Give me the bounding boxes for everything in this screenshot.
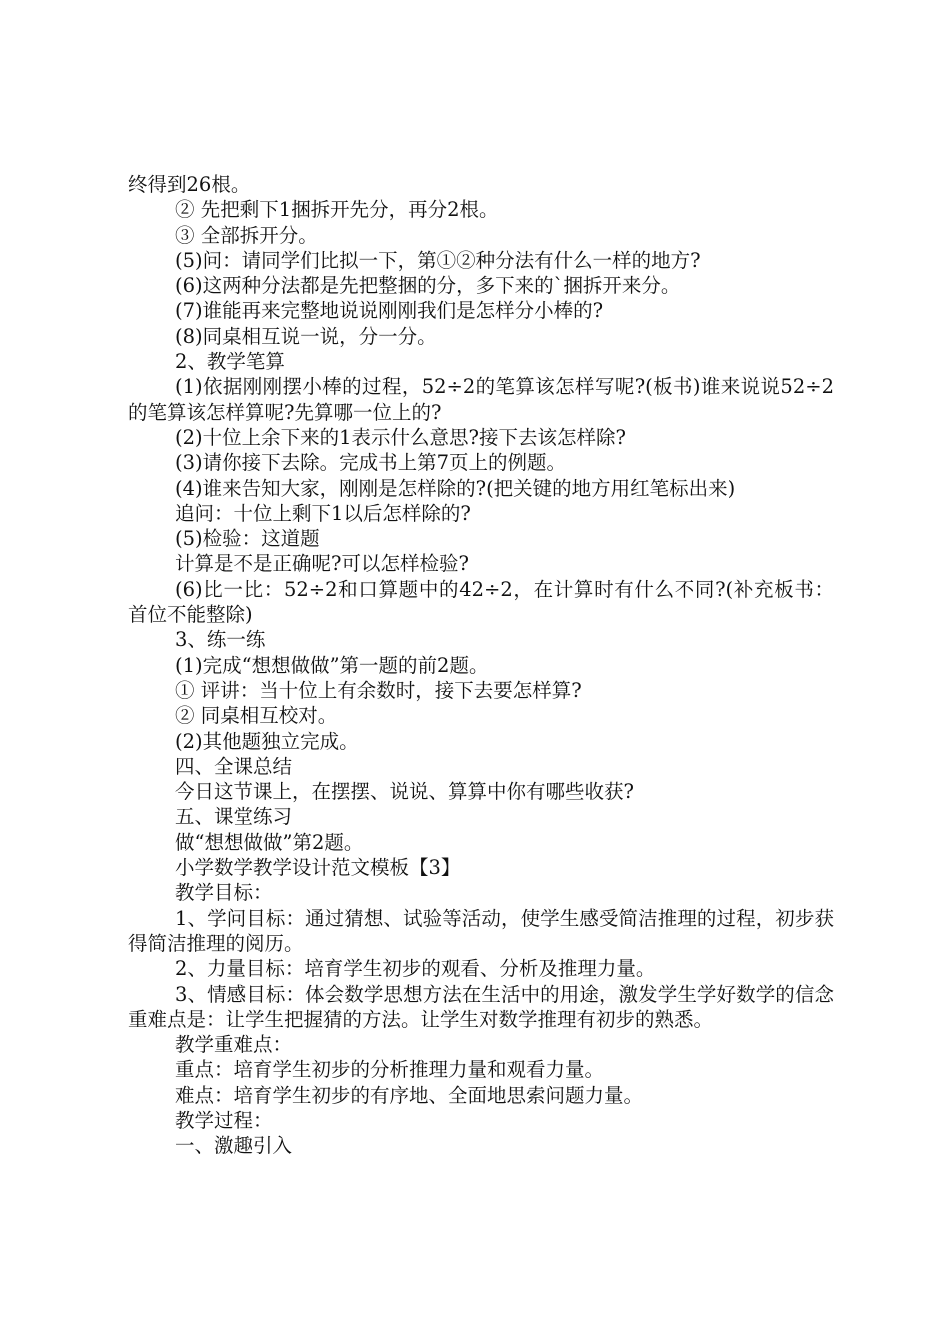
paragraph-line: 重点：培育学生初步的分析推理力量和观看力量。 [175, 1058, 605, 1082]
paragraph-line: ② 先把剩下1捆拆开先分，再分2根。 [175, 198, 499, 222]
section-heading: 2、教学笔算 [175, 350, 285, 374]
section-heading: 五、课堂练习 [175, 805, 293, 829]
paragraph-line: (5)检验：这道题 [175, 527, 320, 551]
section-heading: 教学目标： [175, 881, 273, 905]
paragraph-line: (6)比一比：52÷2和口算题中的42÷2，在计算时有什么不同?(补充板书：首位不能整除) [128, 577, 834, 627]
paragraph-line: 今日这节课上，在摆摆、说说、算算中你有哪些收获? [175, 780, 634, 804]
paragraph-line: 追问：十位上剩下1以后怎样除的? [175, 501, 471, 525]
section-heading: 3、练一练 [175, 628, 266, 652]
paragraph-line: (3)请你接下去除。完成书上第7页上的例题。 [175, 451, 567, 475]
paragraph-line: ③ 全部拆开分。 [175, 223, 318, 247]
paragraph-line: (2)其他题独立完成。 [175, 729, 359, 753]
paragraph-line: 2、力量目标：培育学生初步的观看、分析及推理力量。 [175, 957, 656, 981]
paragraph-line: 计算是不是正确呢?可以怎样检验? [175, 552, 469, 576]
paragraph-line: 3、情感目标：体会数学思想方法在生活中的用途，激发学生学好数学的信念重难点是：让学生把握猜的方法。让学生对数学推理有初步的熟悉。 [128, 982, 834, 1031]
paragraph-line: (2)十位上余下来的1表示什么意思?接下去该怎样除? [175, 425, 626, 449]
paragraph-line: (5)问：请同学们比拟一下，第①②种分法有什么一样的地方? [175, 248, 701, 272]
paragraph-line: 做“想想做做”第2题。 [175, 830, 364, 854]
document-body [128, 172, 834, 1159]
paragraph-line: (8)同桌相互说一说，分一分。 [175, 324, 437, 348]
paragraph-line: (6)这两种分法都是先把整捆的分，多下来的`捆拆开来分。 [175, 274, 681, 298]
paragraph-line: (1)依据刚刚摆小棒的过程，52÷2的笔算该怎样写呢?(板书)谁来说说52÷2的笔算该怎样算呢?先算哪一位上的? [128, 375, 834, 424]
paragraph-line: (4)谁来告知大家，刚刚是怎样除的?(把关键的地方用红笔标出来) [175, 476, 736, 500]
paragraph-line: ① 评讲：当十位上有余数时，接下去要怎样算? [175, 678, 582, 702]
paragraph-line: 难点：培育学生初步的有序地、全面地思索问题力量。 [175, 1083, 644, 1107]
paragraph-line: 终得到26根。 [128, 173, 251, 196]
section-heading: 四、全课总结 [175, 754, 293, 778]
section-heading: 教学过程： [175, 1108, 273, 1132]
paragraph-line: ② 同桌相互校对。 [175, 704, 338, 728]
section-heading: 一、激趣引入 [175, 1134, 293, 1158]
section-heading: 教学重难点： [175, 1033, 293, 1057]
paragraph-line: 1、学问目标：通过猜想、试验等活动，使学生感受简洁推理的过程，初步获得简洁推理的阅历。 [128, 906, 834, 955]
document-title: 小学数学教学设计范文模板【3】 [175, 856, 461, 880]
paragraph-line: (1)完成“想想做做”第一题的前2题。 [175, 653, 489, 677]
paragraph-line: (7)谁能再来完整地说说刚刚我们是怎样分小棒的? [175, 299, 604, 323]
